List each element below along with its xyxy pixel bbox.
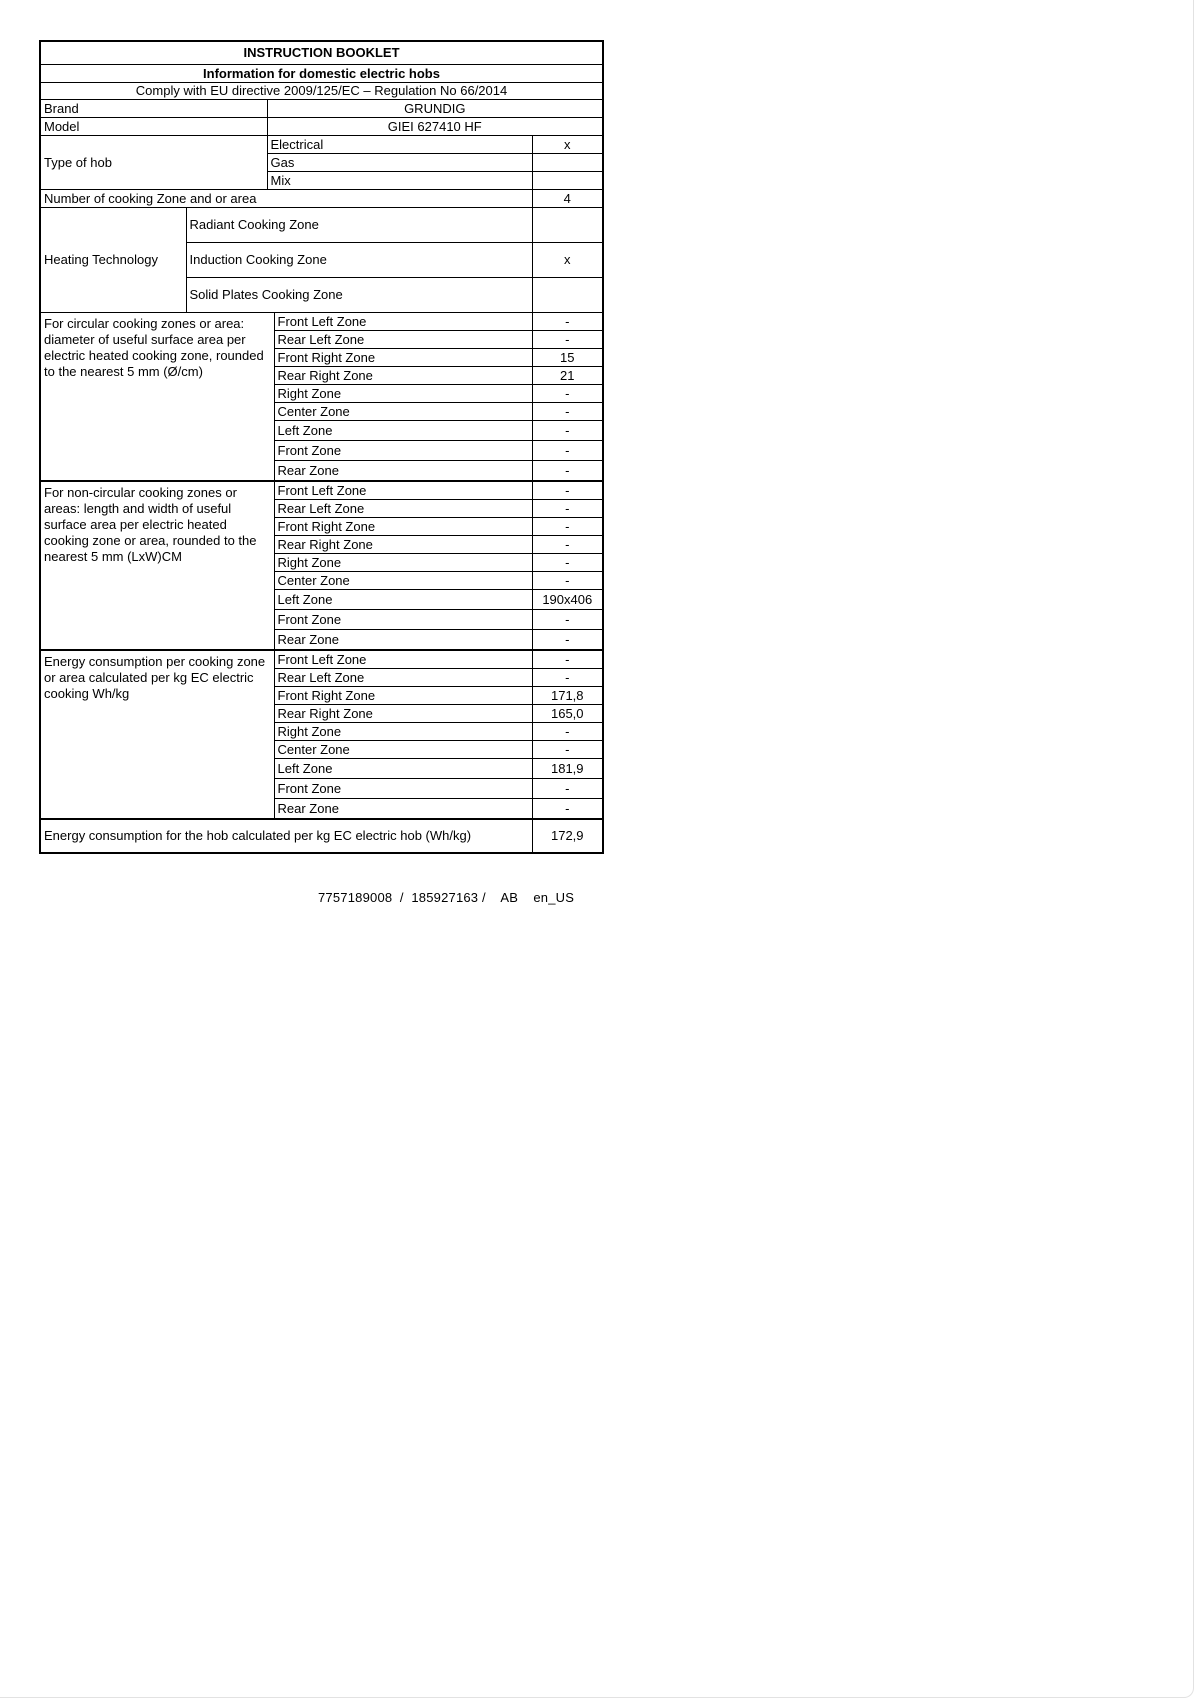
zone-value: - [532,384,603,402]
zone-name: Left Zone [274,420,532,440]
directive-line: Comply with EU directive 2009/125/EC – Regulation No 66/2014 [40,82,603,99]
zone-name: Front Zone [274,609,532,629]
brand-label: Brand [40,99,267,117]
zone-value: 181,9 [532,758,603,778]
zone-value: - [532,330,603,348]
hob-type-mark: x [532,135,603,153]
zone-value: 165,0 [532,704,603,722]
instruction-sheet [39,40,602,854]
model-value: GIEI 627410 HF [267,117,603,135]
zone-value: - [532,740,603,758]
zone-value: - [532,571,603,589]
zone-value: - [532,609,603,629]
zone-value: 190x406 [532,589,603,609]
zone-value: - [532,778,603,798]
zone-name: Front Right Zone [274,348,532,366]
hob-type-mark [532,171,603,189]
zone-name: Right Zone [274,384,532,402]
zone-name: Center Zone [274,740,532,758]
zone-name: Front Left Zone [274,312,532,330]
zone-name: Front Right Zone [274,517,532,535]
heating-mark [532,207,603,242]
zone-name: Rear Zone [274,629,532,650]
booklet-title: INSTRUCTION BOOKLET [40,41,603,64]
zone-value: 15 [532,348,603,366]
hob-info-table [39,40,604,854]
zone-name: Right Zone [274,553,532,571]
zone-value: - [532,722,603,740]
zone-value: - [532,312,603,330]
zone-value: - [532,650,603,669]
zone-name: Rear Right Zone [274,704,532,722]
zone-name: Front Zone [274,440,532,460]
hob-type-option: Electrical [267,135,532,153]
hob-type-option: Gas [267,153,532,171]
zone-name: Rear Left Zone [274,499,532,517]
zone-name: Rear Right Zone [274,366,532,384]
zone-name: Right Zone [274,722,532,740]
zone-value: - [532,798,603,819]
document-reference-footer: 7757189008 / 185927163 / AB en_US [318,890,575,905]
zone-name: Center Zone [274,571,532,589]
brand-value: GRUNDIG [267,99,603,117]
circular-section-label: For circular cooking zones or area: diameter of useful surface area per electric heated cooking zone, rounded to the nearest 5 mm (Ø/cm) [40,312,274,481]
booklet-subtitle: Information for domestic electric hobs [40,64,603,82]
zone-name: Front Zone [274,778,532,798]
zone-value: - [532,668,603,686]
heating-mark: x [532,242,603,277]
hob-type-label: Type of hob [40,135,267,189]
zone-value: 171,8 [532,686,603,704]
zone-value: - [532,517,603,535]
zone-name: Rear Zone [274,798,532,819]
zone-name: Rear Left Zone [274,330,532,348]
model-label: Model [40,117,267,135]
total-energy-value: 172,9 [532,819,603,853]
zones-count-value: 4 [532,189,603,207]
zone-name: Left Zone [274,758,532,778]
zone-value: 21 [532,366,603,384]
zones-count-label: Number of cooking Zone and or area [40,189,532,207]
zone-value: - [532,629,603,650]
zone-name: Front Left Zone [274,481,532,500]
zone-name: Rear Right Zone [274,535,532,553]
heating-mark [532,277,603,312]
zone-value: - [532,553,603,571]
noncircular-section-label: For non-circular cooking zones or areas: length and width of useful surface area per electric heated cooking zone or area, rounded to the nearest 5 mm (LxW)CM [40,481,274,650]
heating-technology-label: Heating Technology [40,207,186,312]
zone-value: - [532,481,603,500]
zone-value: - [532,535,603,553]
zone-name: Rear Zone [274,460,532,481]
zone-name: Rear Left Zone [274,668,532,686]
zone-value: - [532,402,603,420]
zone-name: Front Left Zone [274,650,532,669]
total-energy-label: Energy consumption for the hob calculated per kg EC electric hob (Wh/kg) [40,819,532,853]
energy-section-label: Energy consumption per cooking zone or area calculated per kg EC electric cooking Wh/kg [40,650,274,819]
hob-type-mark [532,153,603,171]
hob-type-option: Mix [267,171,532,189]
zone-value: - [532,460,603,481]
zone-value: - [532,499,603,517]
zone-value: - [532,420,603,440]
heating-option: Radiant Cooking Zone [186,207,532,242]
zone-name: Left Zone [274,589,532,609]
zone-name: Front Right Zone [274,686,532,704]
heating-option: Induction Cooking Zone [186,242,532,277]
heating-option: Solid Plates Cooking Zone [186,277,532,312]
zone-name: Center Zone [274,402,532,420]
zone-value: - [532,440,603,460]
